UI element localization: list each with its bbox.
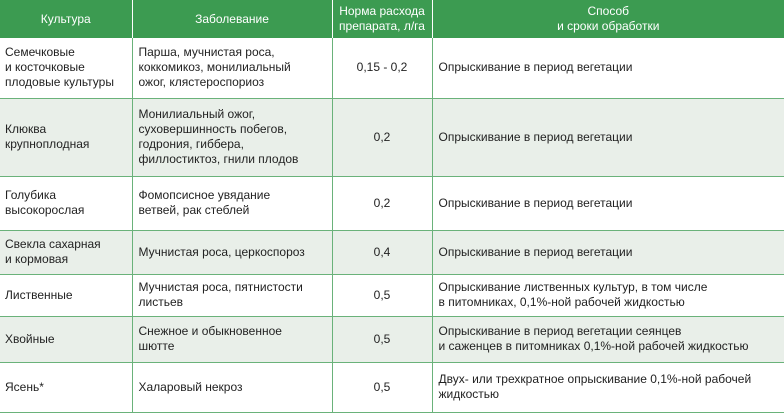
table-row <box>0 316 784 362</box>
table-row <box>0 362 784 412</box>
culture-cell: Клюква крупноплодная <box>0 98 132 176</box>
dose-cell: 0,4 <box>332 230 432 274</box>
culture-cell: Ясень* <box>0 362 132 412</box>
disease-cell: Халаровый некроз <box>132 362 332 412</box>
disease-cell: Монилиальный ожог, суховершинность побегов, годрония, гиббера, филлостиктоз, гнили плодов <box>132 98 332 176</box>
disease-cell: Фомопсисное увядание ветвей, рак стеблей <box>132 176 332 230</box>
method-cell: Двух- или трехкратное опрыскивание 0,1%-ной рабочей жидкостью <box>432 362 784 412</box>
table-row <box>0 38 784 98</box>
table-row <box>0 98 784 176</box>
header-row <box>0 0 784 38</box>
dose-cell: 0,15 - 0,2 <box>332 38 432 98</box>
header-dose: Норма расхода препарата, л/га <box>332 0 432 38</box>
disease-cell: Парша, мучнистая роса, коккомикоз, монилиальный ожог, клястероспориоз <box>132 38 332 98</box>
method-cell: Опрыскивание в период вегетации <box>432 176 784 230</box>
culture-cell: Семечковые и косточковые плодовые культуры <box>0 38 132 98</box>
culture-cell: Свекла сахарная и кормовая <box>0 230 132 274</box>
culture-cell: Голубика высокорослая <box>0 176 132 230</box>
header-method: Способ и сроки обработки <box>432 0 784 38</box>
disease-cell: Мучнистая роса, пятнистости листьев <box>132 274 332 316</box>
dose-cell: 0,2 <box>332 176 432 230</box>
method-cell: Опрыскивание в период вегетации <box>432 98 784 176</box>
disease-cell: Снежное и обыкновенное шютте <box>132 316 332 362</box>
method-cell: Опрыскивание в период вегетации сеянцев и саженцев в питомниках 0,1%-ной рабочей жидкостью <box>432 316 784 362</box>
header-culture: Культура <box>0 0 132 38</box>
method-cell: Опрыскивание в период вегетации <box>432 38 784 98</box>
disease-cell: Мучнистая роса, церкоспороз <box>132 230 332 274</box>
method-cell: Опрыскивание в период вегетации <box>432 230 784 274</box>
table-row <box>0 176 784 230</box>
dose-cell: 0,2 <box>332 98 432 176</box>
culture-cell: Лиственные <box>0 274 132 316</box>
method-cell: Опрыскивание лиственных культур, в том числе в питомниках, 0,1%-ной рабочей жидкостью <box>432 274 784 316</box>
dose-cell: 0,5 <box>332 274 432 316</box>
dose-cell: 0,5 <box>332 316 432 362</box>
dose-cell: 0,5 <box>332 362 432 412</box>
table-row <box>0 230 784 274</box>
culture-cell: Хвойные <box>0 316 132 362</box>
header-disease: Заболевание <box>132 0 332 38</box>
table-row <box>0 274 784 316</box>
